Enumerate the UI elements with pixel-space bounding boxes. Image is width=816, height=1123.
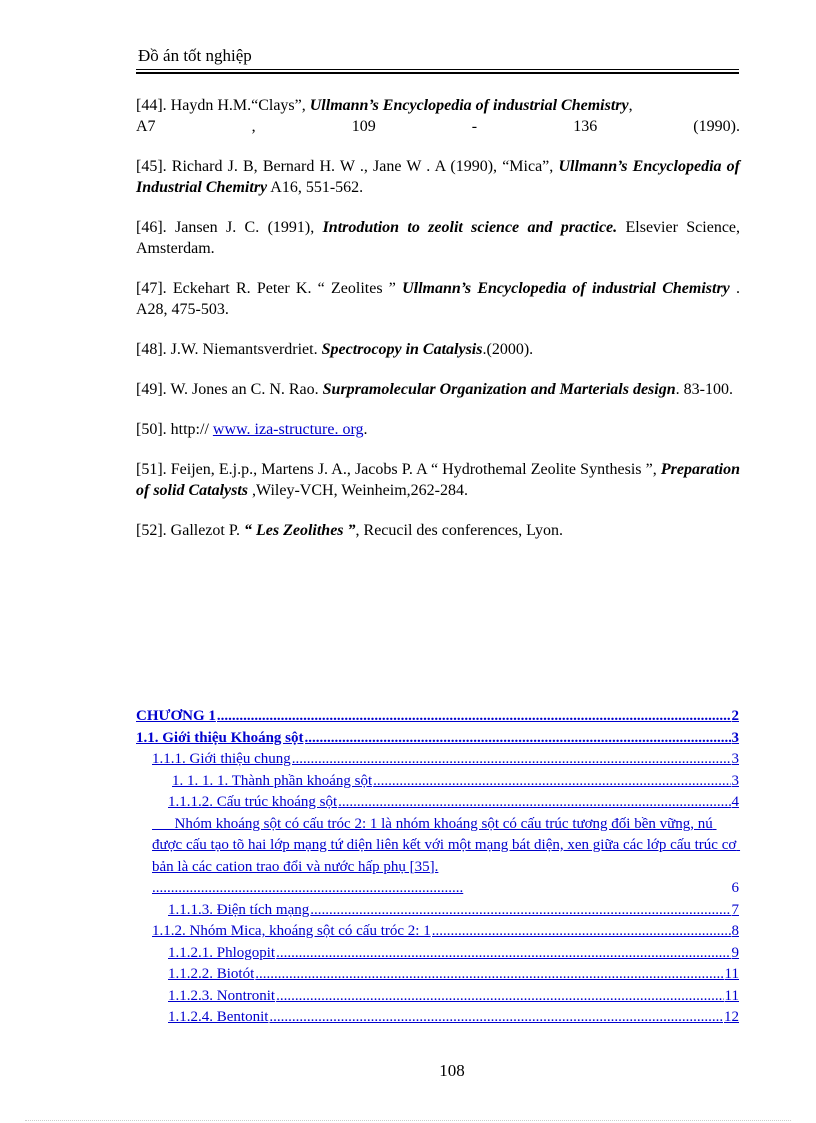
toc-entry-text: 1.1.1.3. Điện tích mạng	[168, 901, 310, 918]
reference-title: Ullmann’s Encyclopedia of industrial Chemistry	[309, 97, 629, 114]
toc-entry-text: 1.1.2.4. Bentonit	[168, 1009, 269, 1025]
reference-detail-line	[136, 116, 740, 137]
toc-entry-page: 8	[731, 923, 739, 939]
toc-entry[interactable]	[136, 986, 739, 1008]
toc-entry-text: Nhóm khoáng sột có cấu tróc 2: 1 là nhóm khoáng sột có cấu trúc tương đối bền vững, nú được cấu tạo tõ hai lớp mạng tứ diện liên kết với một mạng bát diện, xen giữa các lớp cấu trúc cơ bản là các cation trao đổi và nước hấp phụ [35].	[152, 815, 741, 875]
toc-entry-text: 1.1.2.3. Nontronit	[168, 987, 276, 1004]
toc-entry-page: 3	[731, 729, 739, 746]
toc-leader-dots	[432, 921, 731, 943]
reference-item	[136, 520, 740, 541]
toc-leader-dots	[373, 771, 730, 793]
reference-detail: .	[363, 421, 368, 438]
reference-item	[136, 217, 740, 259]
toc-leader-dots	[310, 900, 730, 922]
reference-text: [44]. Haydn H.M.“Clays”,	[136, 97, 306, 114]
reference-text: [46]. Jansen J. C. (1991),	[136, 219, 315, 236]
reference-item	[136, 156, 740, 198]
reference-text: [45]. Richard J. B, Bernard H. W ., Jane W . A (1990), “Mica”,	[136, 158, 554, 175]
reference-detail: ,Wiley-VCH, Weinheim,262-284.	[248, 482, 468, 499]
reference-title: Ullmann’s Encyclopedia of industrial Chemistry	[402, 280, 730, 297]
toc-entry[interactable]	[136, 771, 739, 793]
reference-title: Preparation of solid Catalysts	[136, 461, 741, 499]
reference-title: Surpramolecular Organization and Marterials design	[322, 381, 676, 398]
reference-title: Introdution to zeolit science and practice.	[322, 219, 618, 236]
toc-entry[interactable]	[136, 706, 739, 728]
toc-entry-page: 4	[731, 794, 739, 810]
toc-entry[interactable]	[136, 728, 739, 750]
toc-entry-text: 1.1. Giới thiệu Khoáng sột	[136, 729, 304, 746]
reference-item	[136, 95, 740, 137]
reference-detail-token: 136	[573, 118, 598, 135]
toc-entry-text: 1.1.1. Giới thiệu chung	[152, 751, 291, 767]
toc-entry-text: 1.1.2.1. Phlogopit	[168, 944, 276, 961]
toc-paragraph-entry[interactable]	[136, 814, 739, 900]
reference-detail: ,	[628, 97, 633, 114]
reference-text: [50]. http://	[136, 421, 209, 438]
table-of-contents	[136, 706, 739, 1029]
toc-entry-page: 3	[731, 751, 739, 767]
toc-entry-text: 1.1.1.2. Cấu trúc khoáng sột	[168, 794, 338, 810]
reference-text: [47]. Eckehart R. Peter K. “ Zeolites ”	[136, 280, 396, 297]
toc-leader-dots	[338, 792, 730, 814]
toc-entry[interactable]	[136, 792, 739, 814]
reference-title: Spectrocopy in Catalysis	[321, 341, 483, 358]
toc-entry-page: 6	[731, 880, 739, 896]
toc-entry-page: 9	[731, 944, 739, 961]
page-number: 108	[439, 1061, 465, 1080]
toc-entry[interactable]	[136, 943, 739, 965]
reference-detail: , Recucil des conferences, Lyon.	[355, 522, 564, 539]
reference-detail-token: 109	[351, 118, 376, 135]
toc-entry[interactable]	[136, 900, 739, 922]
reference-text: [49]. W. Jones an C. N. Rao.	[136, 381, 319, 398]
reference-detail-token: (1990).	[693, 118, 740, 135]
toc-entry-text: 1. 1. 1. 1. Thành phần khoáng sột	[172, 772, 373, 789]
header-rule-thin	[136, 69, 739, 70]
reference-item	[136, 379, 740, 400]
toc-entry[interactable]	[136, 1007, 739, 1029]
toc-entry[interactable]	[136, 749, 739, 771]
toc-leader-dots	[292, 749, 731, 771]
toc-entry-page: 3	[731, 772, 739, 789]
toc-leader-dots	[305, 728, 731, 750]
reference-detail: .(2000).	[482, 341, 534, 358]
reference-list	[136, 95, 740, 560]
reference-detail: Elsevier Science, Amsterdam.	[136, 219, 741, 257]
reference-text: [51]. Feijen, E.j.p., Martens J. A., Jacobs P. A “ Hydrothemal Zeolite Synthesis ”,	[136, 461, 657, 478]
toc-entry-page: 11	[724, 987, 739, 1004]
page-bottom-divider	[25, 1120, 791, 1121]
toc-entry[interactable]	[136, 964, 739, 986]
reference-item	[136, 278, 740, 320]
reference-item	[136, 339, 740, 360]
reference-item	[136, 419, 740, 440]
reference-title: “ Les Zeolithes ”	[243, 522, 356, 539]
toc-entry-text: 1.1.2. Nhóm Mica, khoáng sột có cấu tróc 2: 1	[152, 923, 431, 939]
toc-leader-dots	[255, 964, 723, 986]
toc-entry-text: 1.1.2.2. Biotót	[168, 966, 255, 982]
toc-entry-page: 2	[731, 708, 739, 724]
toc-leader-dots	[269, 1007, 723, 1029]
reference-detail-token: ,	[251, 118, 256, 135]
reference-detail: A16, 551-562.	[267, 179, 364, 196]
toc-leader-dots	[217, 706, 731, 728]
reference-detail: . 83-100.	[675, 381, 733, 398]
page-header-title: Đồ án tốt nghiệp	[138, 46, 252, 65]
toc-entry-text: CHƯƠNG 1	[136, 708, 216, 724]
toc-leader-dots	[276, 943, 730, 965]
toc-leader-dots	[276, 986, 723, 1008]
reference-item	[136, 459, 740, 501]
reference-text: [52]. Gallezot P.	[136, 522, 240, 539]
toc-entry-page: 12	[724, 1009, 739, 1025]
toc-leader-dots: ...................................................................................	[152, 880, 464, 896]
toc-entry-page: 11	[724, 966, 739, 982]
reference-title: Ullmann’s Encyclopedia of Industrial Chemitry	[136, 158, 741, 196]
toc-entry[interactable]	[136, 921, 739, 943]
header-rule-thick	[136, 72, 739, 74]
reference-detail-token: A7	[136, 118, 156, 135]
reference-text: [48]. J.W. Niemantsverdriet.	[136, 341, 318, 358]
toc-entry-page: 7	[731, 901, 739, 918]
reference-detail-token: -	[471, 118, 478, 135]
reference-link[interactable]: www. iza-structure. org	[212, 421, 364, 438]
reference-detail: . A28, 475-503.	[136, 280, 741, 318]
